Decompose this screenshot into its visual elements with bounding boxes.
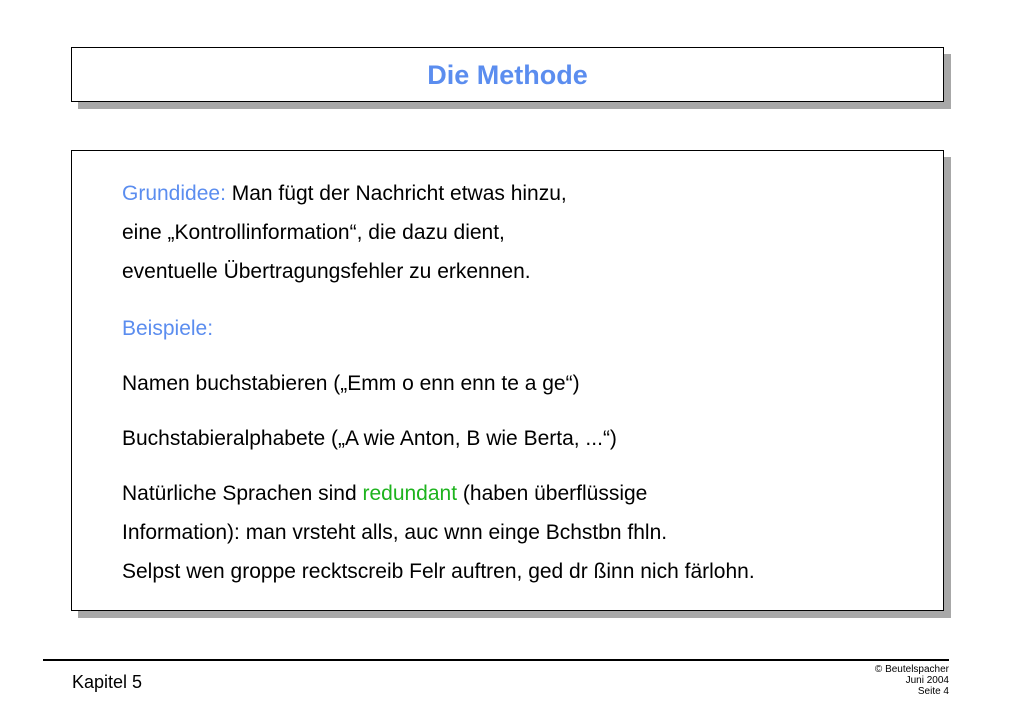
chapter-label: Kapitel 5 xyxy=(72,672,143,692)
page-title: Die Methode xyxy=(427,60,588,90)
redundant-highlight: redundant xyxy=(362,482,458,505)
example-3-line-1 xyxy=(122,482,647,506)
page-number: Seite 4 xyxy=(917,686,949,697)
content-box xyxy=(71,150,944,611)
grundidee-text-1: Man fügt der Nachricht etwas hinzu, xyxy=(231,182,567,205)
date-text: Juni 2004 xyxy=(905,675,949,686)
example-3-line-3: Selpst wen groppe recktscreib Felr auftren, ged dr ßinn nich färlohn. xyxy=(122,560,755,583)
grundidee-line-2: eine „Kontrollinformation“, die dazu dient, xyxy=(122,221,505,244)
grundidee-line-3: eventuelle Übertragungsfehler zu erkennen. xyxy=(122,260,531,283)
example-1: Namen buchstabieren („Emm o enn enn te a ge“) xyxy=(122,372,580,395)
title-box xyxy=(71,47,944,102)
footer-divider xyxy=(43,659,949,661)
copyright-text: © Beutelspacher xyxy=(874,664,949,675)
copyright-block xyxy=(875,664,949,697)
example-2: Buchstabieralphabete („A wie Anton, B wie Berta, ...“) xyxy=(122,427,617,450)
grundidee-label: Grundidee: xyxy=(122,182,226,205)
example-3-line-2: Information): man vrsteht alls, auc wnn einge Bchstbn fhln. xyxy=(122,521,668,544)
grundidee-line-1 xyxy=(122,182,567,206)
example-3-prefix: Natürliche Sprachen sind xyxy=(122,482,363,505)
beispiele-label: Beispiele: xyxy=(122,317,214,340)
example-3-suffix: (haben überflüssige xyxy=(457,482,648,505)
